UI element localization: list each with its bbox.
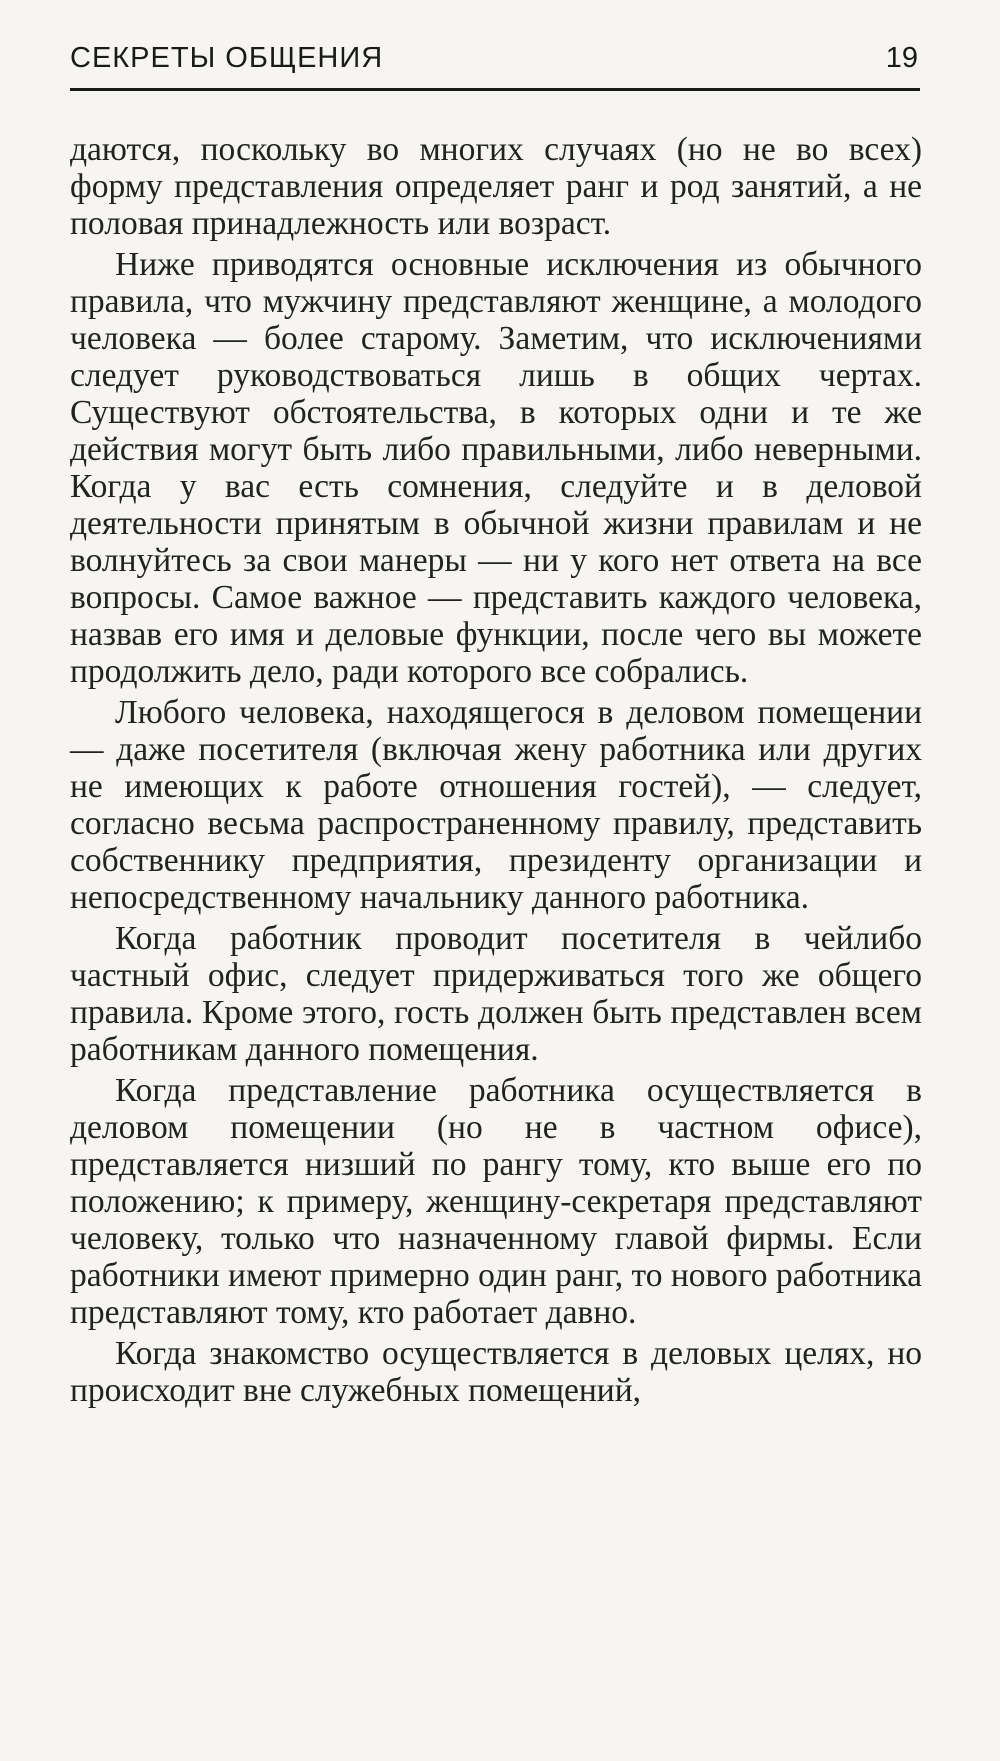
- paragraph: Любого человека, находящегося в деловом помещении — даже посетителя (включая жену работника или других не имеющих к работе отношения гостей), — следует, согласно весьма распространенному правилу, представить собственнику предприятия, президенту организации и непосредственному начальнику данного работника.: [70, 694, 922, 916]
- paragraph: Когда знакомство осуществляется в деловых целях, но происходит вне служебных помещений,: [70, 1335, 922, 1409]
- paragraph: Ниже приводятся основные исключения из обычного правила, что мужчину представляют женщине, а молодого человека — более старому. Заметим, что исключениями следует руководствоваться лишь в общих чертах. Существуют обстоятельства, в которых одни и те же действия могут быть либо правильными, либо неверными. Когда у вас есть сомнения, следуйте и в деловой деятельности принятым в обычной жизни правилам и не волнуйтесь за свои манеры — ни у кого нет ответа на все вопросы. Самое важное — представить каждого человека, назвав его имя и деловые функции, после чего вы можете продолжить дело, ради которого все собрались.: [70, 246, 922, 690]
- running-head: СЕКРЕТЫ ОБЩЕНИЯ: [70, 42, 384, 74]
- body-text: [70, 131, 922, 1413]
- page-header: [70, 38, 920, 91]
- paragraph: Когда представление работника осуществляется в деловом помещении (но не в частном офисе), представляется низший по рангу тому, кто выше его по положению; к примеру, женщину-секретаря представляют человеку, только что назначенному главой фирмы. Если работники имеют примерно один ранг, то нового работника представляют тому, кто работает давно.: [70, 1072, 922, 1331]
- page-number: 19: [885, 42, 918, 74]
- paragraph: даются, поскольку во многих случаях (но не во всех) форму представления определяет ранг и род занятий, а не половая принадлежность или возраст.: [70, 131, 922, 242]
- paragraph: Когда работник проводит посетителя в чейлибо частный офис, следует придерживаться того же общего правила. Кроме этого, гость должен быть представлен всем работникам данного помещения.: [70, 920, 922, 1068]
